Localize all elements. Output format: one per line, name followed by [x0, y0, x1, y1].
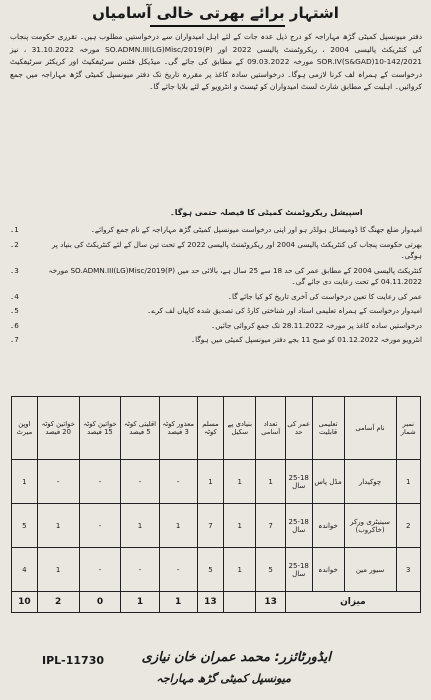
- table-cell: سیور مین: [344, 548, 396, 592]
- rule-item: [10, 334, 422, 346]
- rule-text: عمر کی رعایت کا تعین درخواست کی آخری تاریخ کو کیا جائے گا۔: [227, 291, 422, 301]
- table-cell: -: [79, 548, 121, 592]
- totals-row: [12, 592, 421, 613]
- table-cell: چوکیدار: [344, 460, 396, 504]
- rule-text: کنٹریکٹ پالیسی 2004 کے مطابق عمر کی حد 18 سے 25 سال ہے، بالائی حد میں SO.ADMN.III(LG)Misc/2019(P) مورخہ 04.11.2022 کے تحت رعایت دی جائے گی۔: [48, 265, 422, 286]
- table-cell: 1: [197, 460, 223, 504]
- table-cell: مڈل پاس: [312, 460, 344, 504]
- total-cell: 2: [37, 592, 79, 613]
- rule-text: امیدوار درخواست کے ہمراہ تعلیمی اسناد اور شناختی کارڈ کی تصدیق شدہ کاپیاں لف کرے۔: [147, 306, 422, 315]
- table-cell: 7: [256, 504, 285, 548]
- table-cell: -: [37, 460, 79, 504]
- rule-item: [10, 291, 422, 303]
- table-row: [12, 548, 421, 592]
- table-cell: 25-18 سال: [285, 548, 312, 592]
- rule-number: 4۔: [10, 291, 19, 301]
- table-cell: -: [79, 504, 121, 548]
- total-cell: 13: [256, 592, 285, 613]
- rule-number: 1۔: [10, 225, 19, 234]
- ipl-number: IPL-11730: [42, 654, 104, 667]
- rule-text: امیدوار ضلع جھنگ کا ڈومیسائل ہولڈر ہو اور اپنی درخواست میونسپل کمیٹی گڑھ مہاراجہ کے نام جمع کروائے۔: [90, 225, 422, 234]
- total-cell: 1: [159, 592, 197, 613]
- rule-text: بھرتی حکومت پنجاب کی کنٹریکٹ پالیسی 2004 اور ریکروٹمنٹ پالیسی 2022 کے تحت تین سال کے لئے کنٹریکٹ کی بنیاد پر ہوگی۔: [51, 239, 422, 260]
- table-cell: خواندہ: [312, 548, 344, 592]
- table-row: [12, 504, 421, 548]
- column-header: اقلیتی کوٹہ 5 فیصد: [121, 397, 159, 460]
- rule-item: [10, 320, 422, 332]
- rule-item: [10, 239, 422, 262]
- rule-item: [10, 265, 422, 288]
- rule-item: [10, 305, 422, 317]
- table-cell: 1: [121, 504, 159, 548]
- column-header: نام آسامی: [344, 397, 396, 460]
- rule-item: [10, 224, 422, 236]
- table-cell: 1: [224, 504, 256, 548]
- total-cell: 0: [79, 592, 121, 613]
- column-header: معذور کوٹہ 3 فیصد: [159, 397, 197, 460]
- vacancy-table: [11, 396, 421, 613]
- total-cell: 13: [197, 592, 223, 613]
- table-cell: 25-18 سال: [285, 460, 312, 504]
- rule-number: 3۔: [10, 265, 19, 275]
- table-cell: 1: [224, 548, 256, 592]
- table-cell: 5: [12, 504, 38, 548]
- table-cell: -: [159, 548, 197, 592]
- column-header: عمر کی حد: [285, 397, 312, 460]
- page-title: اشتہار برائے بھرتی خالی آسامیاں: [92, 4, 339, 22]
- total-label: میزان: [285, 592, 420, 613]
- table-header-row: [12, 397, 421, 460]
- column-header: اوپن میرٹ: [12, 397, 38, 460]
- table-cell: 2: [396, 504, 420, 548]
- table-cell: 5: [256, 548, 285, 592]
- table-row: [12, 460, 421, 504]
- title-underline: [150, 25, 285, 27]
- table-cell: 1: [37, 504, 79, 548]
- column-header: خواتین کوٹہ 20 فیصد: [37, 397, 79, 460]
- column-header: تعلیمی قابلیت: [312, 397, 344, 460]
- rule-text: درخواستیں سادہ کاغذ پر مورخہ 28.11.2022 تک جمع کروائی جائیں۔: [211, 320, 422, 330]
- total-cell: 10: [12, 592, 38, 613]
- office-name: میونسپل کمیٹی گڑھ مہاراجہ: [156, 672, 291, 685]
- table-cell: -: [159, 460, 197, 504]
- column-header: مسلم کوٹہ: [197, 397, 223, 460]
- total-cell: [224, 592, 256, 613]
- rules-list: [10, 224, 422, 349]
- rule-number: 6۔: [10, 320, 19, 330]
- table-cell: 3: [396, 548, 420, 592]
- table-cell: خواندہ: [312, 504, 344, 548]
- column-header: خواتین کوٹہ 15 فیصد: [79, 397, 121, 460]
- table-cell: -: [121, 460, 159, 504]
- advertiser-name: ایڈورٹائزر: محمد عمران خان نیازی: [141, 650, 331, 665]
- rule-number: 5۔: [10, 306, 19, 315]
- rule-number: 7۔: [10, 335, 19, 344]
- total-cell: 1: [121, 592, 159, 613]
- rule-text: انٹرویو مورخہ 01.12.2022 کو صبح 11 بجے دفتر میونسپل کمیٹی میں ہوگا۔: [190, 335, 422, 344]
- table-cell: 5: [197, 548, 223, 592]
- table-cell: -: [121, 548, 159, 592]
- table-cell: 25-18 سال: [285, 504, 312, 548]
- intro-paragraph: دفتر میونسپل کمیٹی گڑھ مہاراجہ کو درج ذیل عدہ جات کے لئے اہل امیدواران سے درخواستیں مطلوب ہیں۔ تقرری حکومت پنجاب کی کنٹریکٹ پالیسی 2004 ، ریکروٹمنٹ پالیسی 2022 اور SO.ADMN.III(LG)Misc/2019(P) مورخہ 31.10.2022 ، نیز SOR.IV(S&GAD)10-142/2021 مورخہ 09.03.2022 کے مطابق کی جائے گی۔ میڈیکل فٹنس سرٹیفکیٹ اور کریکٹر سرٹیفکیٹ درخواست کے ہمراہ لف کرنا لازمی ہوگا۔ درخواستیں سادہ کاغذ پر مقررہ تاریخ تک دفتر میونسپل کمیٹی گڑھ مہاراجہ میں جمع کروائیں۔ اہلیت کے مطابق شارٹ لسٹ امیدواران کو ٹیسٹ و انٹرویو کے لئے بلایا جائے گا۔: [10, 32, 423, 92]
- column-header: تعداد آسامی: [256, 397, 285, 460]
- table-cell: 1: [396, 460, 420, 504]
- table-cell: 7: [197, 504, 223, 548]
- table-cell: 1: [256, 460, 285, 504]
- table-cell: سینیٹری ورکر (خاکروب): [344, 504, 396, 548]
- committee-note: اسپیشل ریکروٹمنٹ کمیٹی کا فیصلہ حتمی ہوگا۔: [170, 208, 363, 217]
- table-cell: 1: [12, 460, 38, 504]
- table-cell: 1: [37, 548, 79, 592]
- table-cell: 1: [159, 504, 197, 548]
- table-cell: 4: [12, 548, 38, 592]
- column-header: نمبر شمار: [396, 397, 420, 460]
- rule-number: 2۔: [10, 239, 19, 249]
- table-cell: 1: [224, 460, 256, 504]
- table-cell: -: [79, 460, 121, 504]
- column-header: بنیادی پے سکیل: [224, 397, 256, 460]
